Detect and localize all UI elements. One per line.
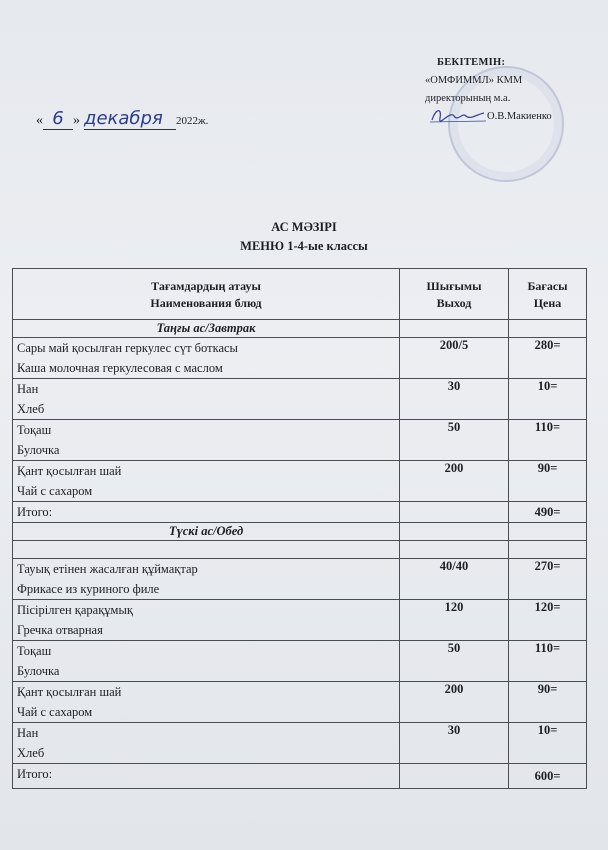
- dish-name-ru: Фрикасе из куриного филе: [17, 582, 160, 596]
- dish-name-cell: [13, 420, 400, 461]
- dish-name-cell: [13, 641, 400, 682]
- date-open-quote: «: [36, 113, 43, 128]
- dish-yield: 200: [400, 682, 509, 723]
- approval-signer: О.В.Макиенко: [487, 111, 552, 122]
- dish-name-kz: Қант қосылған шай: [17, 464, 122, 478]
- dish-yield: 40/40: [400, 559, 509, 600]
- total-value: 600=: [509, 764, 587, 789]
- header-price: [509, 269, 587, 320]
- dish-name-ru: Чай с сахаром: [17, 705, 93, 719]
- date-day: 6: [43, 108, 73, 130]
- dish-price: 10=: [509, 723, 587, 764]
- header-dish-name-kz: Тағамдардың атауы: [151, 279, 261, 293]
- table-row: [13, 559, 587, 600]
- total-label: Итого:: [13, 502, 400, 523]
- dish-name-ru: Хлеб: [17, 746, 45, 760]
- table-row: [13, 682, 587, 723]
- dish-name-ru: Хлеб: [17, 402, 45, 416]
- empty-cell: [13, 541, 400, 559]
- approval-position: директорының м.а.: [425, 93, 511, 104]
- section-title-lunch: Түскі ас/Обед: [13, 523, 400, 541]
- dish-name-kz: Тоқаш: [17, 644, 52, 658]
- dish-name-kz: Нан: [17, 382, 39, 396]
- signature-icon: [428, 104, 488, 126]
- dish-yield: 50: [400, 641, 509, 682]
- dish-price: 280=: [509, 338, 587, 379]
- total-label: Итого:: [13, 764, 400, 789]
- empty-cell: [400, 523, 509, 541]
- dish-name-kz: Нан: [17, 726, 39, 740]
- menu-table: [12, 268, 587, 789]
- section-row-lunch: [13, 523, 587, 541]
- table-row: [13, 379, 587, 420]
- dish-price: 90=: [509, 682, 587, 723]
- dish-yield: 120: [400, 600, 509, 641]
- header-price-ru: Цена: [533, 296, 562, 310]
- section-row-breakfast: [13, 320, 587, 338]
- header-yield-kz: Шығымы: [426, 279, 482, 293]
- dish-yield: 200/5: [400, 338, 509, 379]
- dish-name-cell: [13, 379, 400, 420]
- dish-name-kz: Тоқаш: [17, 423, 52, 437]
- date-close-quote: »: [73, 113, 80, 128]
- table-row: [13, 420, 587, 461]
- dish-yield: 30: [400, 723, 509, 764]
- table-row: [13, 338, 587, 379]
- empty-cell: [400, 541, 509, 559]
- empty-cell: [509, 523, 587, 541]
- dish-name-cell: [13, 682, 400, 723]
- dish-price: 110=: [509, 641, 587, 682]
- approval-heading: БЕКІТЕМІН:: [437, 57, 506, 68]
- dish-name-ru: Булочка: [17, 443, 60, 457]
- dish-name-ru: Гречка отварная: [17, 623, 103, 637]
- dish-name-cell: [13, 338, 400, 379]
- empty-cell: [400, 320, 509, 338]
- empty-cell: [400, 764, 509, 789]
- dish-price: 90=: [509, 461, 587, 502]
- table-row: [13, 723, 587, 764]
- dish-name-cell: [13, 559, 400, 600]
- header-price-kz: Бағасы: [527, 279, 568, 293]
- header-dish-name: [13, 269, 400, 320]
- total-value: 490=: [509, 502, 587, 523]
- dish-price: 10=: [509, 379, 587, 420]
- dish-name-ru: Чай с сахаром: [17, 484, 93, 498]
- document-date: [36, 108, 208, 130]
- empty-row: [13, 541, 587, 559]
- dish-yield: 50: [400, 420, 509, 461]
- dish-name-kz: Пісірілген қарақұмық: [17, 603, 133, 617]
- section-title-breakfast: Таңғы ас/Завтрак: [13, 320, 400, 338]
- dish-price: 270=: [509, 559, 587, 600]
- header-yield-ru: Выход: [436, 296, 472, 310]
- header-dish-name-ru: Наименования блюд: [150, 296, 262, 310]
- dish-price: 110=: [509, 420, 587, 461]
- dish-name-ru: Булочка: [17, 664, 60, 678]
- date-year: 2022ж.: [176, 115, 209, 127]
- dish-name-cell: [13, 461, 400, 502]
- dish-yield: 30: [400, 379, 509, 420]
- table-header-row: [13, 269, 587, 320]
- dish-name-kz: Қант қосылған шай: [17, 685, 122, 699]
- empty-cell: [509, 320, 587, 338]
- header-yield: [400, 269, 509, 320]
- dish-name-kz: Тауық етінен жасалған құймақтар: [17, 562, 198, 576]
- dish-yield: 200: [400, 461, 509, 502]
- dish-name-ru: Каша молочная геркулесовая с маслом: [17, 361, 223, 375]
- empty-cell: [509, 541, 587, 559]
- dish-price: 120=: [509, 600, 587, 641]
- dish-name-cell: [13, 723, 400, 764]
- empty-cell: [400, 502, 509, 523]
- table-row: [13, 641, 587, 682]
- document-title: АС МӘЗІРІ: [271, 220, 337, 234]
- total-row-breakfast: [13, 502, 587, 523]
- dish-name-cell: [13, 600, 400, 641]
- document-subtitle: МЕНЮ 1-4-ые классы: [240, 239, 368, 253]
- approval-organization: «ОМФИММЛ» КММ: [425, 75, 523, 86]
- table-row: [13, 600, 587, 641]
- date-month: декабря: [84, 108, 176, 130]
- dish-name-kz: Сары май қосылған геркулес сүт боткасы: [17, 341, 238, 355]
- table-row: [13, 461, 587, 502]
- total-row-lunch: [13, 764, 587, 789]
